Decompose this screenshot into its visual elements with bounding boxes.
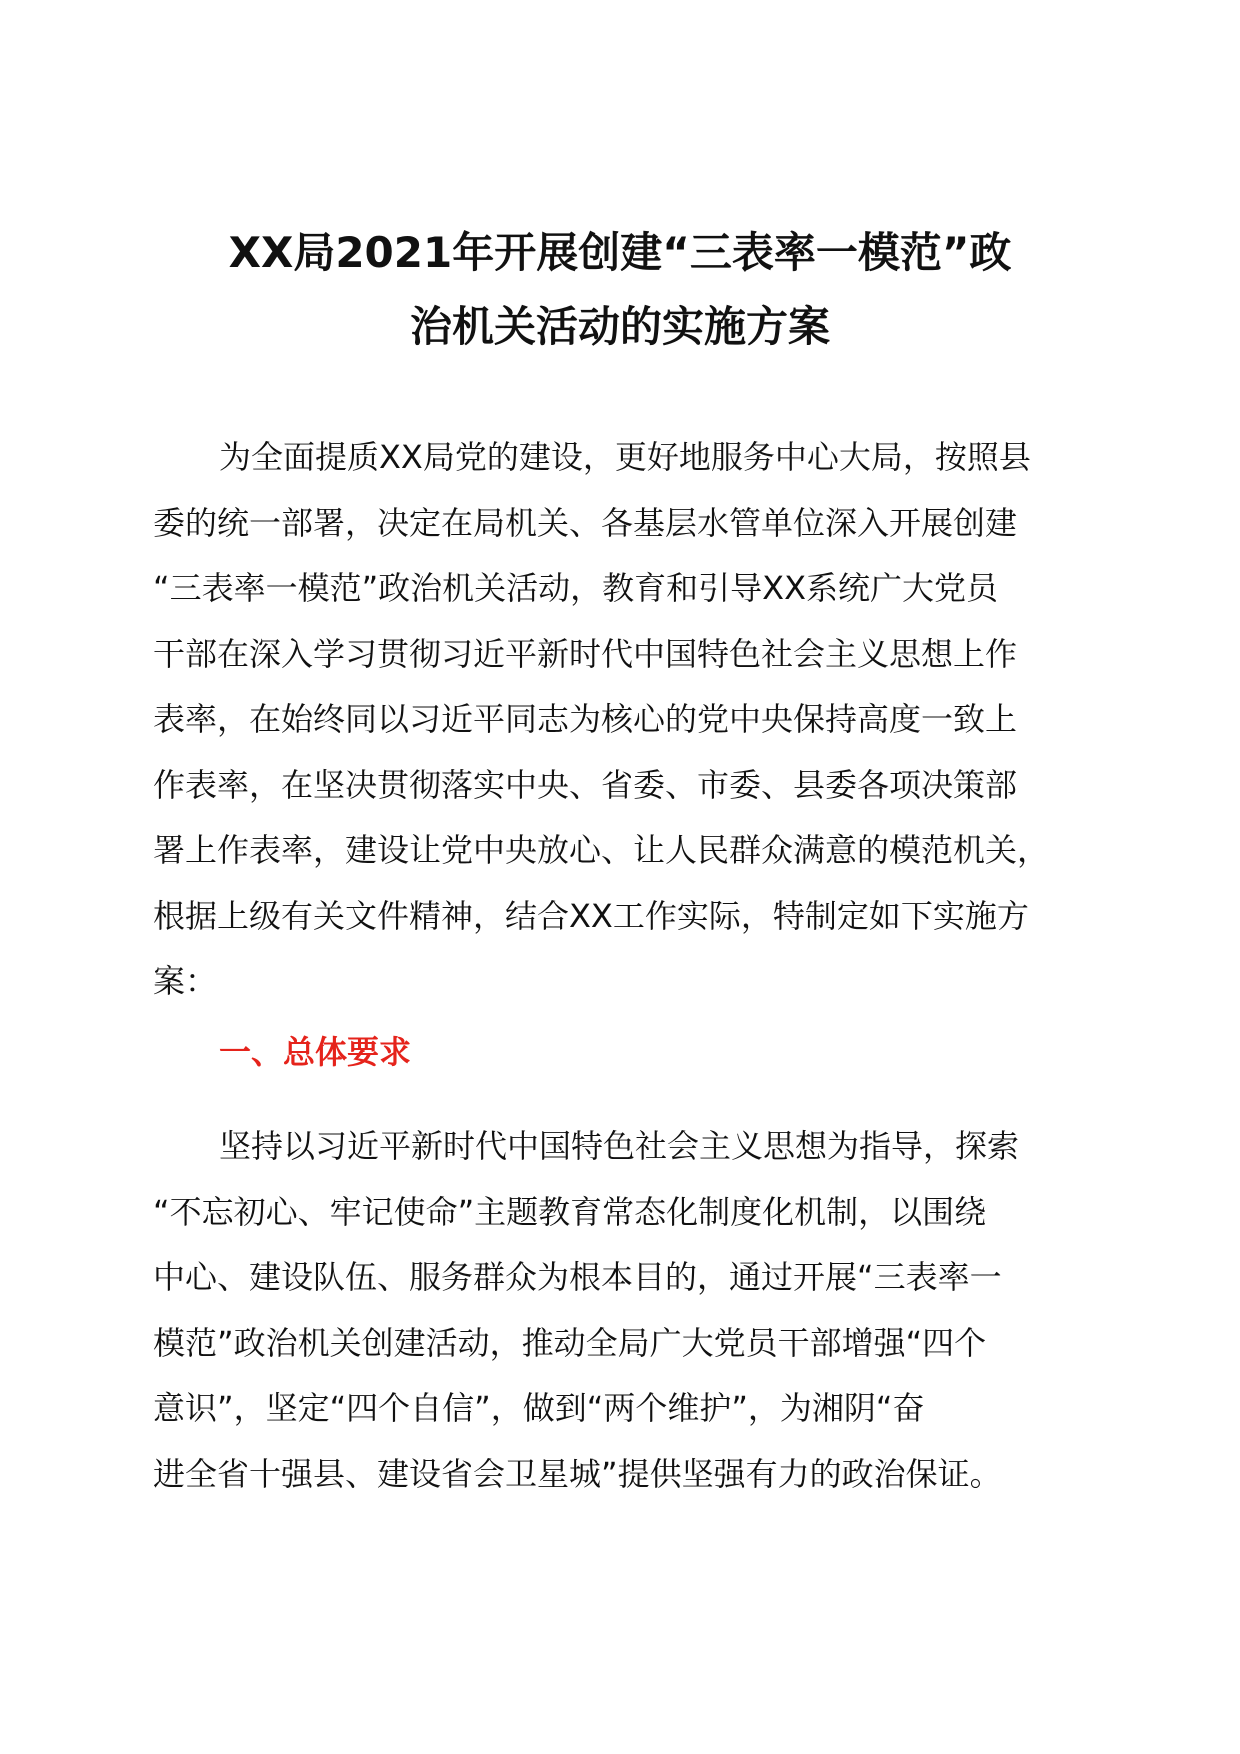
title-line-1: XX局2021年开展创建“三表率一模范”政: [228, 228, 1012, 277]
text-line: 中心、建设队伍、服务群众为根本目的，通过开展“三表率一: [153, 1258, 1002, 1296]
text-line: 意识”，坚定“四个自信”，做到“两个维护”，为湘阴“奋: [153, 1389, 925, 1427]
text-line: “不忘初心、牢记使命”主题教育常态化制度化机制，以围绕: [153, 1192, 987, 1231]
text-line: 进全省十强县、建设省会卫星城”提供坚强有力的政治保证。: [153, 1454, 1002, 1493]
text-line: “三表率一模范”政治机关活动，教育和引导XX系统广大党员: [153, 569, 999, 607]
text-line: 坚持以习近平新时代中国特色社会主义思想为指导，探索: [219, 1127, 1020, 1165]
section-heading-general-requirements: 一、总体要求: [219, 1033, 412, 1071]
intro-paragraph: [153, 425, 1093, 1015]
title-line-2: 治机关活动的实施方案: [409, 302, 830, 351]
text-line: 模范”政治机关创建活动，推动全局广大党员干部增强“四个: [153, 1323, 987, 1362]
text-line: 委的统一部署，决定在局机关、各基层水管单位深入开展创建: [153, 503, 1018, 542]
general-requirements-paragraph: [153, 1114, 1093, 1507]
text-line: 案：: [153, 962, 218, 1000]
text-line: 根据上级有关文件精神，结合XX工作实际，特制定如下实施方: [153, 896, 1029, 935]
text-line: 干部在深入学习贯彻习近平新时代中国特色社会主义思想上作: [153, 634, 1018, 673]
text-line: 作表率，在坚决贯彻落实中央、省委、市委、县委各项决策部: [153, 765, 1018, 804]
text-line: 为全面提质XX局党的建设，更好地服务中心大局，按照县: [219, 438, 1031, 476]
text-line: 署上作表率，建设让党中央放心、让人民群众满意的模范机关，: [153, 831, 1050, 869]
document-title: [150, 216, 1090, 364]
text-line: 表率，在始终同以习近平同志为核心的党中央保持高度一致上: [153, 700, 1018, 738]
